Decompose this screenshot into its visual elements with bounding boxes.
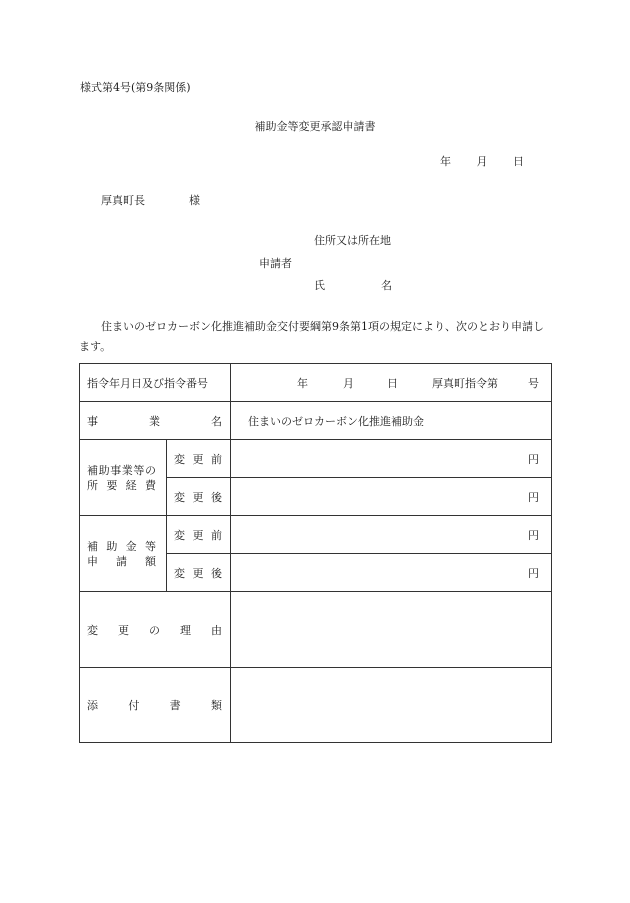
directive-month: 月	[343, 376, 354, 390]
project-name-label: 事 業 名	[80, 402, 231, 440]
table-row	[80, 516, 552, 554]
table-row	[80, 364, 552, 402]
cost-after-change-label: 変 更 後	[167, 478, 231, 516]
table-row	[80, 592, 552, 668]
address-label: 住所又は所在地	[314, 234, 391, 247]
addressee-name: 厚真町長	[101, 194, 145, 207]
directive-day: 日	[387, 376, 398, 390]
directive-number-suffix: 号	[528, 376, 539, 390]
name-label-part1: 氏	[314, 279, 325, 292]
document-title: 補助金等変更承認申請書	[254, 120, 376, 133]
table-row	[80, 402, 552, 440]
project-name-value[interactable]: 住まいのゼロカーボン化推進補助金	[231, 402, 552, 440]
change-reason-field[interactable]	[231, 592, 552, 668]
cost-before-change-field[interactable]: 円	[231, 440, 552, 478]
subsidy-amount-label: 補 助 金 等 申 請 額	[80, 516, 167, 592]
directive-year: 年	[297, 376, 308, 390]
date-month: 月	[476, 155, 488, 168]
required-cost-label: 補 助 事 業 等 の 所 要 経 費	[80, 440, 167, 516]
addressee	[101, 194, 200, 208]
name-label	[314, 279, 392, 293]
attachments-field[interactable]	[231, 668, 552, 743]
request-statement: 住まいのゼロカーボン化推進補助金交付要綱第9条第1項の規定により、次のとおり申請します。	[79, 320, 544, 353]
date-day: 日	[513, 155, 524, 168]
application-table	[79, 363, 552, 743]
cost-after-change-field[interactable]: 円	[231, 478, 552, 516]
directive-date-number-field[interactable]	[231, 364, 552, 402]
cost-before-change-label: 変 更 前	[167, 440, 231, 478]
attachments-label: 添 付 書 類	[80, 668, 231, 743]
name-label-part2: 名	[381, 279, 392, 292]
change-reason-label: 変 更 の 理 由	[80, 592, 231, 668]
subsidy-before-change-label: 変 更 前	[167, 516, 231, 554]
table-row	[80, 668, 552, 743]
submission-date	[440, 155, 524, 169]
form-number: 様式第4号(第9条関係)	[80, 81, 191, 94]
date-year: 年	[440, 155, 451, 168]
subsidy-after-change-label: 変 更 後	[167, 554, 231, 592]
directive-issuer: 厚真町指令第	[432, 376, 498, 390]
subsidy-after-change-field[interactable]: 円	[231, 554, 552, 592]
applicant-label: 申請者	[259, 257, 292, 270]
subsidy-before-change-field[interactable]: 円	[231, 516, 552, 554]
directive-date-number-label: 指令年月日及び指令番号	[80, 364, 231, 402]
addressee-honorific: 様	[189, 194, 200, 207]
table-row	[80, 440, 552, 478]
